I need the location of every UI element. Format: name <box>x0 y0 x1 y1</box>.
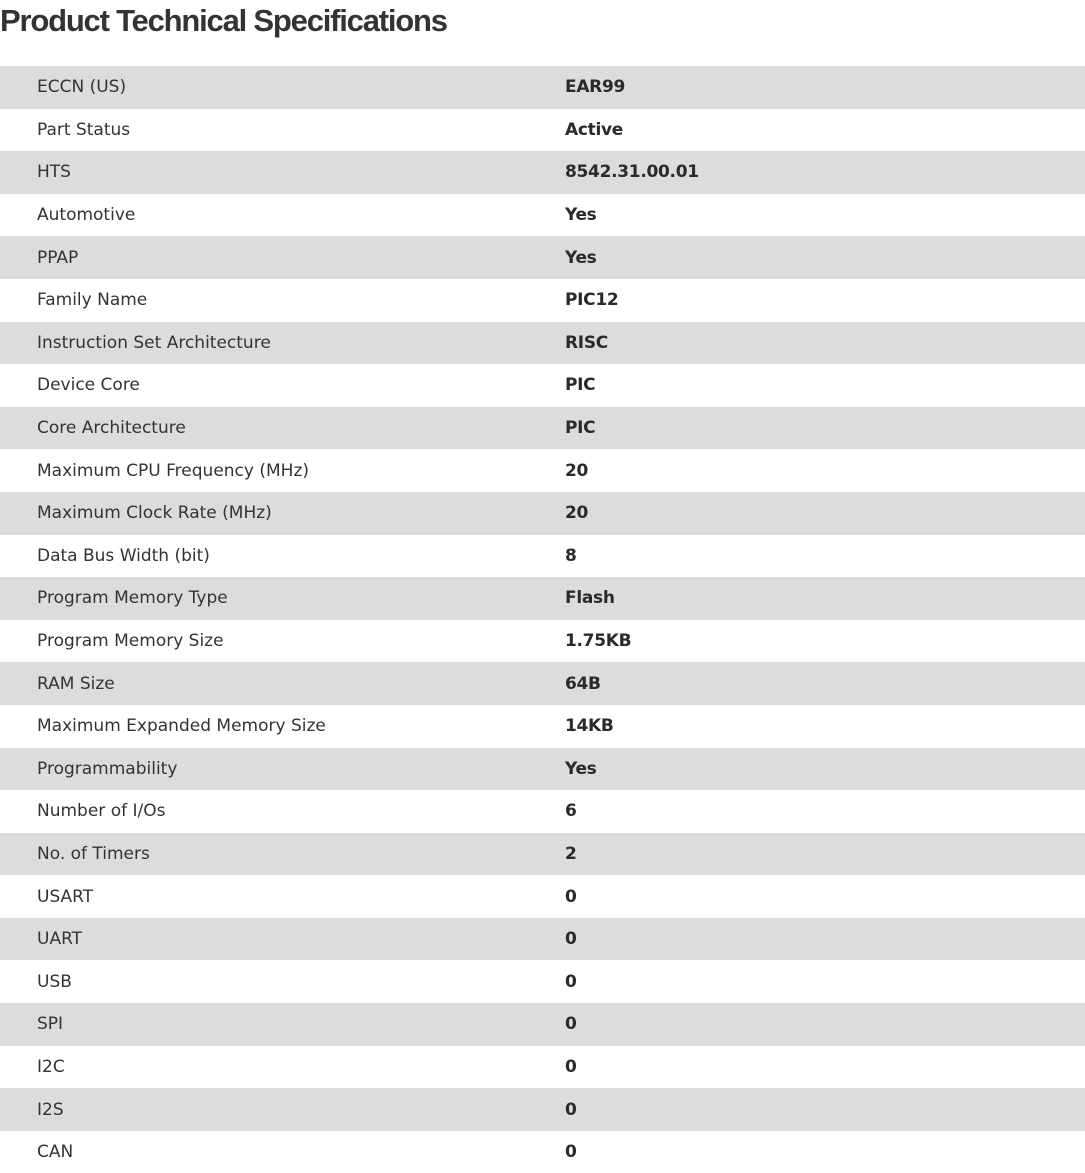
spec-name: Part Status <box>37 119 131 140</box>
spec-name: RAM Size <box>37 673 115 694</box>
spec-name: Maximum Clock Rate (MHz) <box>37 503 272 524</box>
spec-table <box>0 66 1085 1173</box>
spec-name: Maximum CPU Frequency (MHz) <box>37 460 309 481</box>
table-row <box>0 748 1085 791</box>
table-row <box>0 535 1085 578</box>
spec-name: Programmability <box>37 758 178 779</box>
spec-value: PIC12 <box>565 290 619 311</box>
table-row <box>0 1003 1085 1046</box>
spec-value: Yes <box>565 205 597 226</box>
spec-value: 1.75KB <box>565 631 632 652</box>
spec-value: 20 <box>565 460 589 481</box>
table-row <box>0 279 1085 322</box>
table-row <box>0 407 1085 450</box>
table-row <box>0 790 1085 833</box>
table-row <box>0 918 1085 961</box>
table-row <box>0 322 1085 365</box>
spec-value: PIC <box>565 418 596 439</box>
spec-value: 8542.31.00.01 <box>565 162 699 183</box>
table-row <box>0 492 1085 535</box>
spec-name: CAN <box>37 1142 74 1163</box>
spec-value: 64B <box>565 673 601 694</box>
table-row <box>0 960 1085 1003</box>
spec-value: 0 <box>565 1056 577 1077</box>
spec-table-body <box>0 66 1085 1173</box>
spec-name: USART <box>37 886 94 907</box>
table-row <box>0 364 1085 407</box>
table-row <box>0 151 1085 194</box>
spec-value: 8 <box>565 545 577 566</box>
table-row <box>0 1088 1085 1131</box>
spec-name: No. of Timers <box>37 843 150 864</box>
spec-name: SPI <box>37 1014 64 1035</box>
spec-value: 0 <box>565 1014 577 1035</box>
spec-name: Data Bus Width (bit) <box>37 545 210 566</box>
spec-value: EAR99 <box>565 77 626 98</box>
spec-value: PIC <box>565 375 596 396</box>
table-row <box>0 833 1085 876</box>
page-title: Product Technical Specifications <box>0 3 447 38</box>
table-row <box>0 66 1085 109</box>
spec-value: Yes <box>565 247 597 268</box>
spec-value: Flash <box>565 588 615 609</box>
spec-value: RISC <box>565 332 608 353</box>
spec-name: Number of I/Os <box>37 801 166 822</box>
spec-name: Automotive <box>37 205 136 226</box>
spec-name: Program Memory Type <box>37 588 228 609</box>
spec-value: 0 <box>565 1142 577 1163</box>
spec-name: Device Core <box>37 375 140 396</box>
spec-name: I2C <box>37 1056 65 1077</box>
spec-value: 0 <box>565 886 577 907</box>
spec-name: UART <box>37 929 83 950</box>
spec-value: 0 <box>565 929 577 950</box>
spec-name: Maximum Expanded Memory Size <box>37 716 326 737</box>
table-row <box>0 662 1085 705</box>
table-row <box>0 1046 1085 1089</box>
spec-name: Instruction Set Architecture <box>37 332 271 353</box>
spec-value: 14KB <box>565 716 614 737</box>
spec-name: Core Architecture <box>37 418 186 439</box>
spec-value: 20 <box>565 503 589 524</box>
spec-value: Yes <box>565 758 597 779</box>
spec-name: ECCN (US) <box>37 77 127 98</box>
spec-name: PPAP <box>37 247 79 268</box>
spec-value: 0 <box>565 1099 577 1120</box>
table-row <box>0 577 1085 620</box>
spec-name: I2S <box>37 1099 64 1120</box>
spec-value: Active <box>565 119 623 140</box>
table-row <box>0 620 1085 663</box>
table-row <box>0 109 1085 152</box>
table-row <box>0 449 1085 492</box>
table-row <box>0 875 1085 918</box>
spec-name: Program Memory Size <box>37 631 224 652</box>
spec-value: 6 <box>565 801 577 822</box>
spec-value: 0 <box>565 971 577 992</box>
table-row <box>0 705 1085 748</box>
spec-name: USB <box>37 971 72 992</box>
table-row <box>0 194 1085 237</box>
table-row <box>0 236 1085 279</box>
spec-value: 2 <box>565 843 577 864</box>
spec-name: Family Name <box>37 290 148 311</box>
spec-name: HTS <box>37 162 71 183</box>
